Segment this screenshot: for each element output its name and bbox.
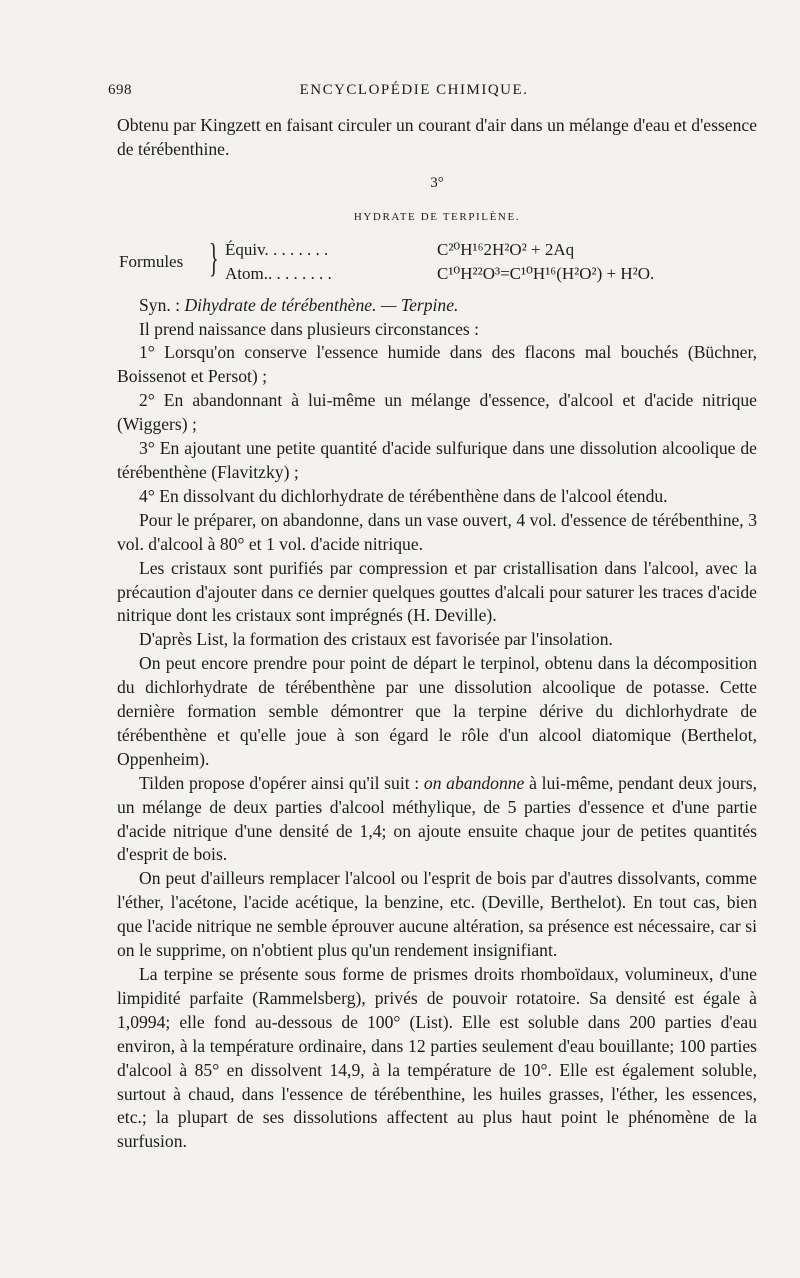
synonyms-names: Dihydrate de térébenthène. — Terpine. [184, 294, 459, 315]
paragraph: 4° En dissolvant du dichlorhydrate de térébenthène dans de l'alcool étendu. [139, 485, 668, 506]
paragraph: 2° En abandonnant à lui-même un mélange d'essence, d'alcool et d'acide nitrique (Wiggers) ; [117, 390, 757, 435]
body-text [117, 114, 757, 1154]
paragraph: Il prend naissance dans plusieurs circonstances : [139, 318, 480, 339]
formulas-label: Formules [119, 251, 184, 271]
paragraph: On peut encore prendre pour point de départ le terpinol, obtenu dans la décomposition du dichlorhydrate de térébenthène par une dissolution alcoolique de potasse. Cette dernière formation semble démontrer que la terpine dérive du dichlorhydrate de térébenthène et qu'elle joue à son égard le rôle d'un alcool diatomique (Berthelot, Oppenheim). [117, 653, 757, 769]
page-header [108, 82, 720, 104]
formula-row-atom [225, 262, 655, 286]
page-number: 698 [108, 82, 132, 98]
synonyms-line [117, 294, 757, 318]
section-number: 3° [430, 174, 444, 191]
formula-name: Atom.. . . . . . . . [225, 263, 332, 283]
paragraph: On peut d'ailleurs remplacer l'alcool ou l'esprit de bois par d'autres dissolvants, comme l'éther, l'acétone, l'acide acétique, la benzine, etc. (Deville, Berthelot). En tout cas, bien que l'acide nitrique ne semble éprouver aucune altération, sa présence est nécessaire, car si on le supprime, on n'obtient plus qu'un rendement insignifiant. [117, 868, 757, 961]
running-title: ENCYCLOPÉDIE CHIMIQUE. [299, 82, 529, 98]
formula-value: C¹⁰H²²O³=C¹⁰H¹⁶(H²O²) + H²O. [437, 263, 655, 283]
paragraph: D'après List, la formation des cristaux est favorisée par l'insolation. [139, 629, 613, 650]
section-title: HYDRATE DE TERPILÈNE. [353, 210, 521, 223]
tilden-italic: on abandonne [423, 772, 525, 793]
paragraph: La terpine se présente sous forme de prismes droits rhomboïdaux, volumineux, d'une limpidité parfaite (Rammelsberg), privés de pouvoir rotatoire. Sa densité est égale à 1,0994; elle fond au-dessous de 100° (List). Elle est soluble dans 200 parties d'eau environ, à la température ordinaire, dans 12 parties seulement d'eau bouillante; 100 parties d'alcool à 85° en dissolvent 14,9, à la température de 10°. Elle est également soluble, surtout à chaud, dans l'essence de térébenthine, les huiles grasses, l'éther, les essences, etc.; la plupart de ses dissolutions affectent au plus haut point le phénomène de la surfusion. [117, 964, 757, 1152]
synonyms-prefix: Syn. : [139, 294, 185, 315]
formulas-block [117, 236, 757, 288]
tilden-paragraph [117, 772, 757, 868]
paragraph: Pour le préparer, on abandonne, dans un vase ouvert, 4 vol. d'essence de térébenthine, 3 vol. d'alcool à 80° et 1 vol. d'acide nitrique. [117, 509, 757, 554]
intro-paragraph: Obtenu par Kingzett en faisant circuler un courant d'air dans un mélange d'eau et d'essence de térébenthine. [117, 115, 757, 159]
tilden-after: à lui-même, pendant deux jours, un mélange de deux parties d'alcool méthylique, de 5 parties d'essence et d'une partie d'acide nitrique d'une densité de 1,4; on ajoute ensuite chaque jour de petites quantités d'esprit de bois. [117, 772, 757, 865]
paragraph: Les cristaux sont purifiés par compression et par cristallisation dans l'alcool, avec la précaution d'ajouter dans ce dernier quelques gouttes d'alcali pour saturer les traces d'acide nitrique dont les cristaux sont imprégnés (H. Deville). [117, 557, 757, 626]
formula-name: Équiv. . . . . . . . [225, 239, 329, 259]
formula-row-equiv [225, 238, 575, 262]
paragraph: 3° En ajoutant une petite quantité d'acide sulfurique dans une dissolution alcoolique de térébenthène (Flavitzky) ; [117, 438, 757, 482]
formula-value: C²⁰H¹⁶2H²O² + 2Aq [437, 239, 575, 259]
paragraph: 1° Lorsqu'on conserve l'essence humide dans des flacons mal bouchés (Büchner, Boissenot et Persot) ; [117, 342, 757, 387]
tilden-before: Tilden propose d'opérer ainsi qu'il suit : [139, 772, 424, 793]
brace-icon: } [209, 234, 219, 280]
